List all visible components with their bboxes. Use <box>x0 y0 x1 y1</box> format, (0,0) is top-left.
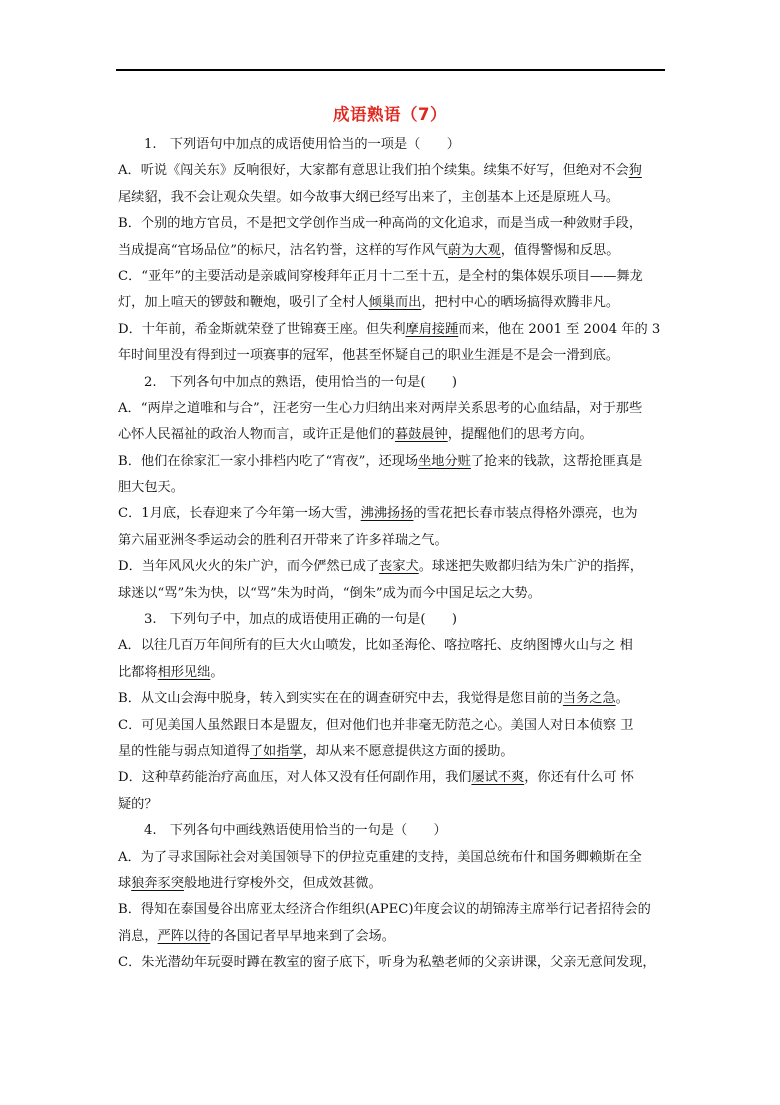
underlined-idiom: 蔚为大观 <box>447 242 501 258</box>
option-3a-cont: 比都将相形见绌。 <box>118 664 224 680</box>
option-4c: C．朱光潜幼年玩耍时蹲在教室的窗子底下，听身为私塾老师的父亲讲课，父亲无意间发现， <box>118 955 656 971</box>
underlined-idiom: 当务之急 <box>562 691 616 707</box>
option-4a-cont: 球狼奔豕突般地进行穿梭外交，但成效甚微。 <box>118 875 382 891</box>
underlined-idiom: 了如指掌 <box>249 743 303 759</box>
page-title: 成语熟语（7） <box>333 105 447 124</box>
question-3: 3. 下列句子中，加点的成语使用正确的一句是( ) <box>144 612 457 628</box>
option-1a-cont: 尾续貂，我不会让观众失望。如今故事大纲已经写出来了，主创基本上还是原班人马。 <box>118 189 620 205</box>
underlined-idiom: 相形见绌 <box>157 664 211 680</box>
underlined-idiom: 坐地分赃 <box>418 453 471 469</box>
option-2b-cont: 胆大包天。 <box>118 480 184 496</box>
option-3d-cont: 疑的？ <box>118 796 158 812</box>
underlined-idiom: 沸沸扬扬 <box>360 506 414 522</box>
option-1c: C．“亚年”的主要活动是亲戚间穿梭拜年正月十二至十五，是全村的集体娱乐项目——舞龙 <box>118 268 643 284</box>
option-4a: A．为了寻求国际社会对美国领导下的伊拉克重建的支持，美国总统布什和国务卿赖斯在全 <box>118 849 642 865</box>
option-3c-cont: 星的性能与弱点知道得了如指掌，却从来不愿意提供这方面的援助。 <box>118 743 514 759</box>
underlined-idiom: 狼奔豕突 <box>131 875 184 891</box>
option-2c: C．1月底，长春迎来了今年第一场大雪，沸沸扬扬的雪花把长春市装点得格外漂亮，也为 <box>118 506 638 522</box>
option-1c-cont: 灯，加上喧天的锣鼓和鞭炮，吸引了全村人倾巢而出，把村中心的晒场搞得欢腾非凡。 <box>118 295 620 311</box>
underlined-idiom: 摩肩接踵 <box>405 321 459 337</box>
option-4b: B．得知在泰国曼谷出席亚太经济合作组织(APEC)年度会议的胡锦涛主席举行记者招待会的 <box>118 902 651 918</box>
underlined-idiom: 丧家犬 <box>379 559 419 575</box>
underlined-idiom: 倾巢而出 <box>368 295 422 311</box>
option-2d-cont: 球迷以“骂”朱为快，以“骂”朱为时尚，“倒朱”成为而今中国足坛之大势。 <box>118 585 541 601</box>
header-rule <box>116 69 665 71</box>
option-1b-cont: 当成提高“官场品位”的标尺，沽名钓誉，这样的写作风气蔚为大观，值得警惕和反思。 <box>118 242 620 258</box>
option-2a-cont: 心怀人民福祉的政治人物而言，或许正是他们的暮鼓晨钟，提醒他们的思考方向。 <box>118 427 593 443</box>
document-body <box>118 132 666 977</box>
underlined-idiom: 暮鼓晨钟 <box>394 427 448 443</box>
underlined-idiom: 屡试不爽 <box>471 770 525 786</box>
option-1b: B．个别的地方官员，不是把文学创作当成一种高尚的文化追求，而是当成一种敛财手段， <box>118 216 642 232</box>
option-4b-cont: 消息，严阵以待的各国记者早早地来到了会场。 <box>118 928 395 944</box>
question-2: 2. 下列各句中加点的熟语，使用恰当的一句是( ) <box>144 374 457 390</box>
underlined-idiom: 狗 <box>628 163 642 179</box>
option-2d: D．当年风风火火的朱广沪，而今俨然已成了丧家犬。球迷把失败都归结为朱广沪的指挥， <box>118 559 643 575</box>
option-2c-cont: 第六届亚洲冬季运动会的胜利召开带来了许多祥瑞之气。 <box>118 532 448 548</box>
option-3c: C．可见美国人虽然跟日本是盟友，但对他们也并非毫无防范之心。美国人对日本侦察 卫 <box>118 717 634 733</box>
option-3b: B．从文山会海中脱身，转入到实实在在的调查研究中去，我觉得是您目前的当务之急。 <box>118 691 629 707</box>
option-3d: D．这种草药能治疗高血压，对人体又没有任何副作用，我们屡试不爽，你还有什么可 怀 <box>118 770 634 786</box>
underlined-idiom: 严阵以待 <box>157 928 211 944</box>
option-1d-cont: 年时间里没有得到过一项赛事的冠军，他甚至怀疑自己的职业生涯是不是会一滑到底。 <box>118 348 620 364</box>
option-1d: D．十年前，希金斯就荣登了世锦赛王座。但失利摩肩接踵而来，他在 2001 至 2004 年的 3 <box>118 321 661 337</box>
option-3a: A．以往几百万年间所有的巨大火山喷发，比如圣海伦、喀拉喀托、皮纳图博火山与之 相 <box>118 638 633 654</box>
question-1: 1. 下列语句中加点的成语使用恰当的一项是（ ） <box>144 137 460 152</box>
option-1a: A．听说《闯关东》反响很好，大家都有意思让我们拍个续集。续集不好写，但绝对不会狗 <box>118 163 642 179</box>
option-2a: A．“两岸之道唯和与合”，汪老穷一生心力归纳出来对两岸关系思考的心血结晶，对于那些 <box>118 400 643 416</box>
question-4: 4. 下列各句中画线熟语使用恰当的一句是（ ） <box>144 823 447 839</box>
option-2b: B．他们在徐家汇一家小排档内吃了“宵夜”，还现场坐地分赃了抢来的钱款，这帮抢匪真是 <box>118 453 643 469</box>
